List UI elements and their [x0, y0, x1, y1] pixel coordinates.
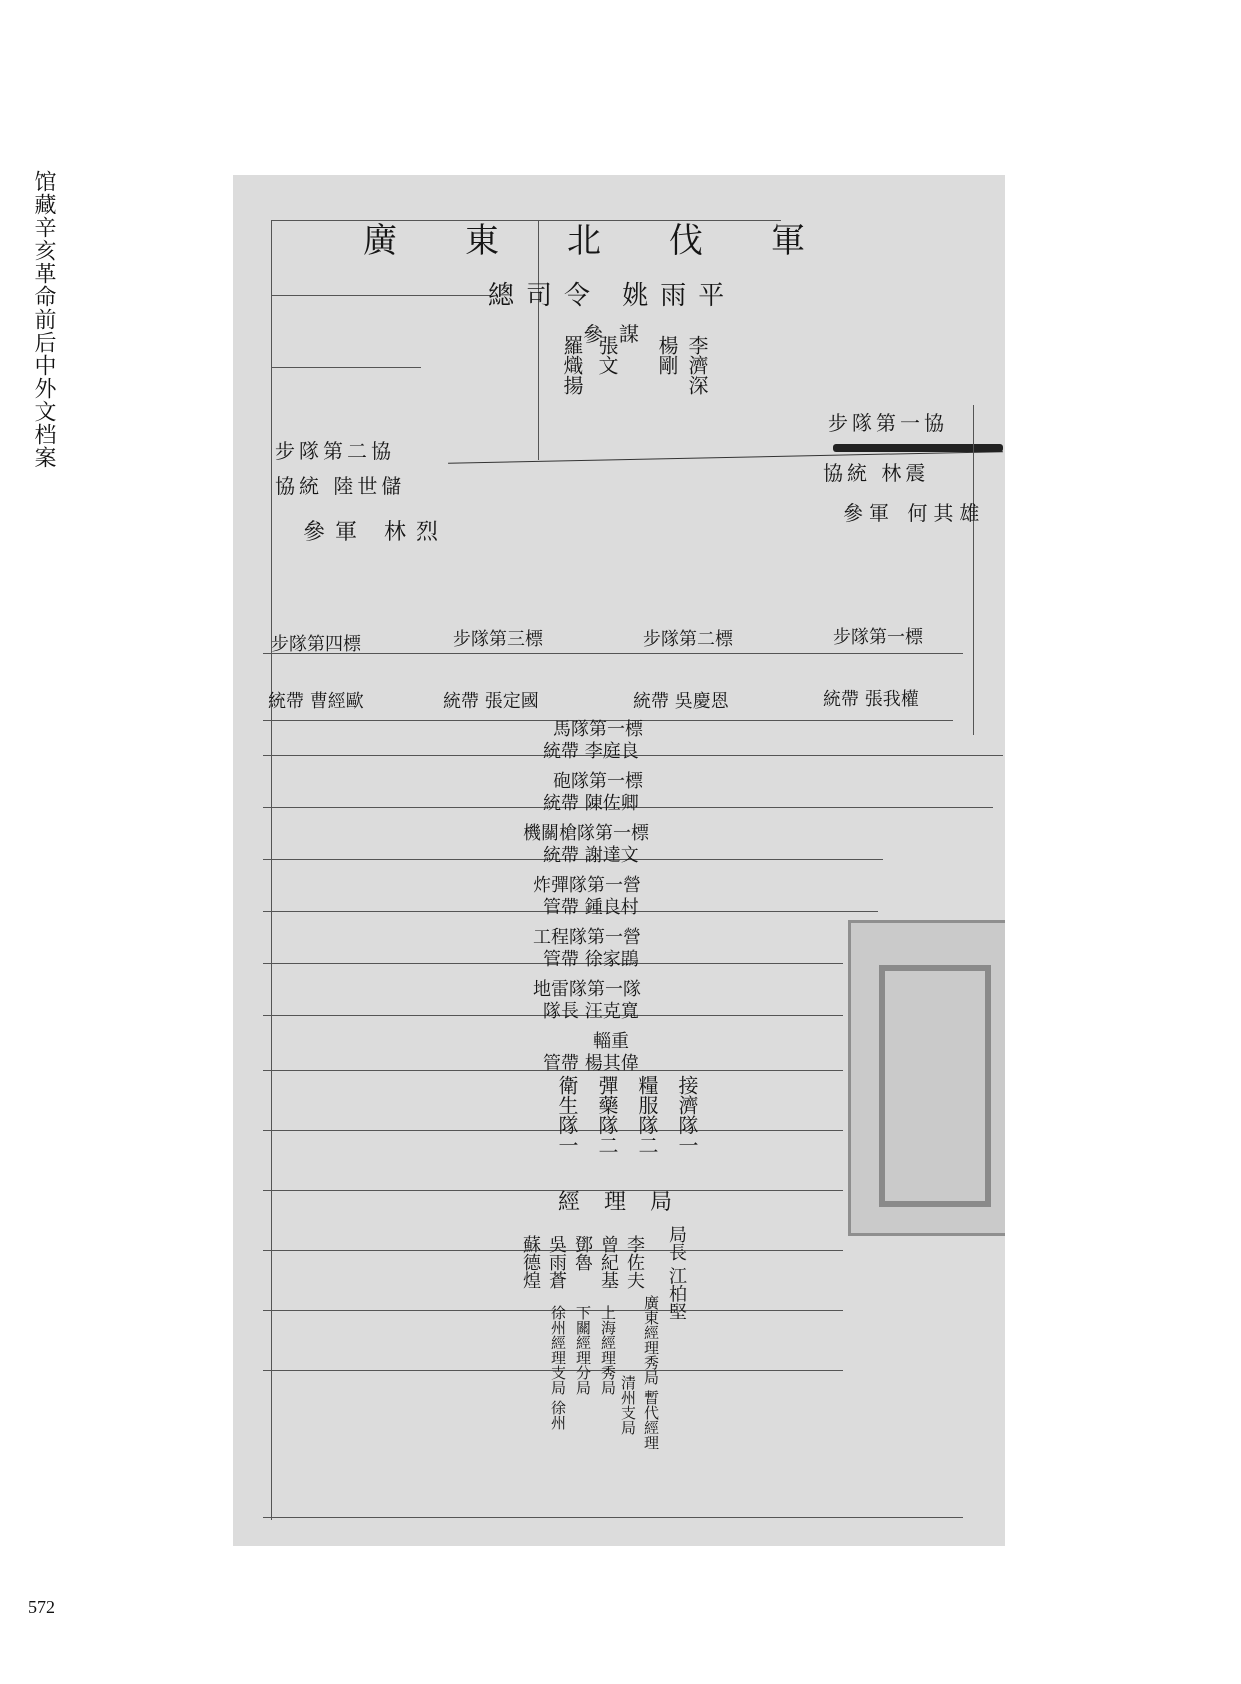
regiment-title: 步隊第四標	[271, 634, 361, 655]
support-unit: 衛生隊一	[555, 1075, 579, 1155]
regiment-leader: 統帶 張定國	[443, 691, 539, 712]
unit-title: 砲隊第一標	[553, 771, 643, 792]
unit-title: 工程隊第一營	[533, 927, 641, 948]
bureau-member-note: 下關經理分局	[574, 1305, 592, 1395]
support-unit: 糧服隊二	[635, 1075, 659, 1155]
staff-member: 楊剛	[655, 335, 679, 375]
bureau-member: 吳雨蒼	[546, 1235, 567, 1289]
unit-rule	[263, 1190, 843, 1191]
staff-member: 羅熾揚	[560, 335, 584, 395]
archival-seal-stamp	[848, 920, 1005, 1236]
regiment-leader: 統帶 張我權	[823, 689, 919, 710]
unit-leader: 管帶 楊其偉	[543, 1053, 639, 1074]
bureau-title: 經理局	[558, 1190, 697, 1215]
brigade-1-leader: 協統 林震	[823, 461, 930, 485]
unit-title: 馬隊第一標	[553, 719, 643, 740]
support-unit: 接濟隊一	[675, 1075, 699, 1155]
regiment-title: 步隊第三標	[453, 629, 543, 650]
bureau-member: 局長 江柏堅	[666, 1225, 687, 1321]
side-title: 馆藏辛亥革命前后中外文档案	[31, 170, 56, 469]
bureau-member-note: 廣東經理秀局 暫代經理	[642, 1295, 660, 1450]
unit-leader: 統帶 陳佐卿	[543, 793, 639, 814]
ink-dash	[833, 444, 1003, 452]
bureau-member: 蘇德煌	[520, 1235, 541, 1289]
brigade-1-title: 步隊第一協	[828, 411, 948, 435]
regiment-rule	[263, 653, 963, 654]
staff-member: 李濟深	[685, 335, 709, 395]
brigade-2-title: 步隊第二協	[275, 439, 395, 463]
unit-leader: 管帶 徐家鵾	[543, 949, 639, 970]
unit-leader: 統帶 李庭良	[543, 741, 639, 762]
unit-leader: 統帶 謝達文	[543, 845, 639, 866]
bureau-member-note: 上海經理秀局	[599, 1305, 617, 1395]
left-vertical-line	[271, 220, 272, 1520]
support-unit: 彈藥隊二	[595, 1075, 619, 1155]
regiment-leader: 統帶 吳慶恩	[633, 691, 729, 712]
document-title: 廣東北伐軍	[363, 221, 873, 261]
unit-title: 地雷隊第一隊	[533, 979, 641, 1000]
regiment-leader: 統帶 曹經歐	[268, 691, 364, 712]
bureau-member: 鄧魯	[572, 1235, 593, 1271]
unit-title: 輜重	[593, 1031, 629, 1052]
brigade-2-leader: 協統 陸世儲	[275, 474, 406, 498]
seal-inner-frame	[879, 965, 991, 1207]
commander: 總司令 姚雨平	[488, 281, 737, 311]
right-vertical-line	[973, 405, 974, 735]
page-number: 572	[28, 1597, 55, 1617]
bureau-member-note: 徐州經理支局 徐州	[549, 1305, 567, 1430]
unit-leader: 管帶 鍾良村	[543, 897, 639, 918]
bureau-member: 李佐夫	[624, 1235, 645, 1289]
bureau-member: 曾紀基	[598, 1235, 619, 1289]
bureau-member-note: 清州支局	[619, 1375, 637, 1435]
unit-title: 機關槍隊第一標	[523, 823, 649, 844]
scanned-document	[233, 175, 1005, 1546]
staff-member: 張文	[595, 335, 619, 375]
unit-rule	[263, 1517, 963, 1518]
unit-leader: 隊長 汪克寬	[543, 1001, 639, 1022]
unit-title: 炸彈隊第一營	[533, 875, 641, 896]
commander-rule	[271, 295, 491, 296]
staff-rule	[271, 367, 421, 368]
brigade-1-staff: 參軍 何其雄	[843, 501, 986, 525]
regiment-title: 步隊第一標	[833, 627, 923, 648]
brigade-2-staff: 參軍 林烈	[303, 520, 448, 545]
staff-label: 參謀	[583, 322, 655, 346]
regiment-title: 步隊第二標	[643, 629, 733, 650]
